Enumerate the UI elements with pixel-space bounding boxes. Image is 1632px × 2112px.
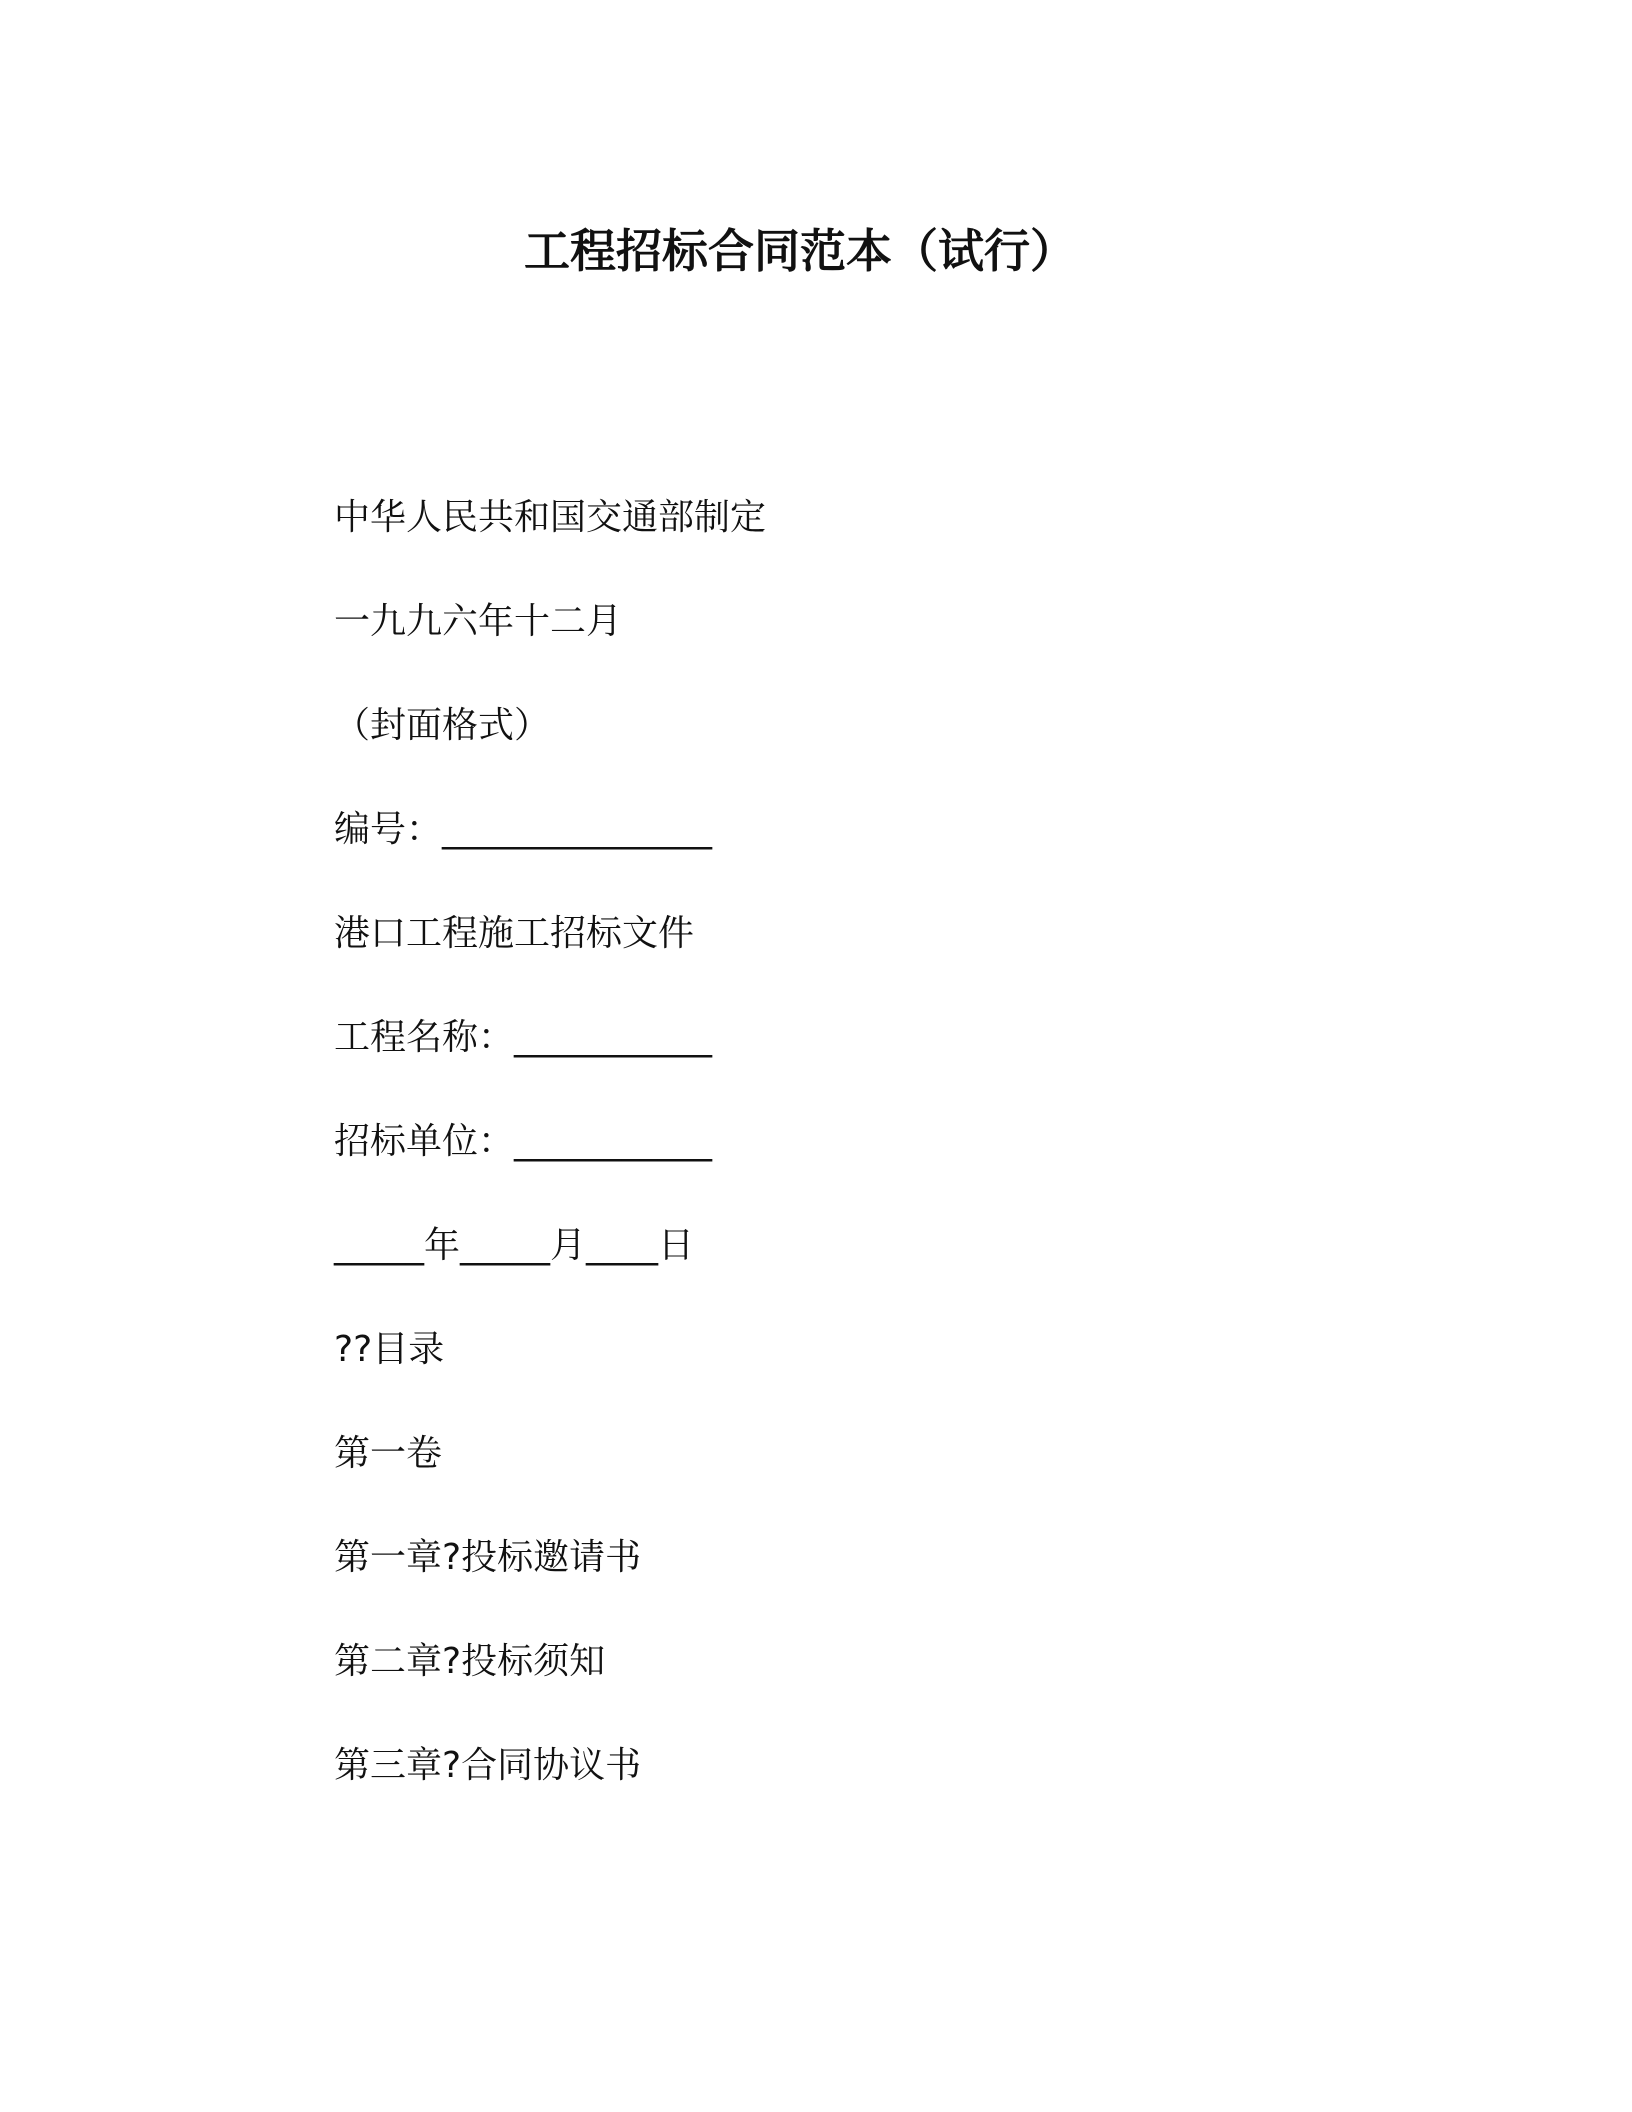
document-title: 工程招标合同范本（试行） [524, 224, 1076, 278]
volume-one-heading: 第一卷 [334, 1433, 443, 1474]
contents-heading: ??目录 [334, 1329, 445, 1370]
date-line: 一九九六年十二月 [334, 601, 623, 642]
issuer-line: 中华人民共和国交通部制定 [334, 497, 767, 538]
document-body [334, 492, 1334, 1844]
cover-format-line: （封面格式） [334, 705, 551, 746]
chapter-three-item: 第三章?合同协议书 [334, 1745, 642, 1786]
chapter-one-item: 第一章?投标邀请书 [334, 1537, 642, 1578]
bidding-unit-field-line: 招标单位：___________ [334, 1121, 713, 1162]
number-field-line: 编号：_______________ [334, 809, 713, 850]
document-type-line: 港口工程施工招标文件 [334, 913, 695, 954]
blank-date-line: _____年_____月____日 [334, 1225, 694, 1266]
project-name-field-line: 工程名称：___________ [334, 1017, 713, 1058]
chapter-two-item: 第二章?投标须知 [334, 1641, 606, 1682]
